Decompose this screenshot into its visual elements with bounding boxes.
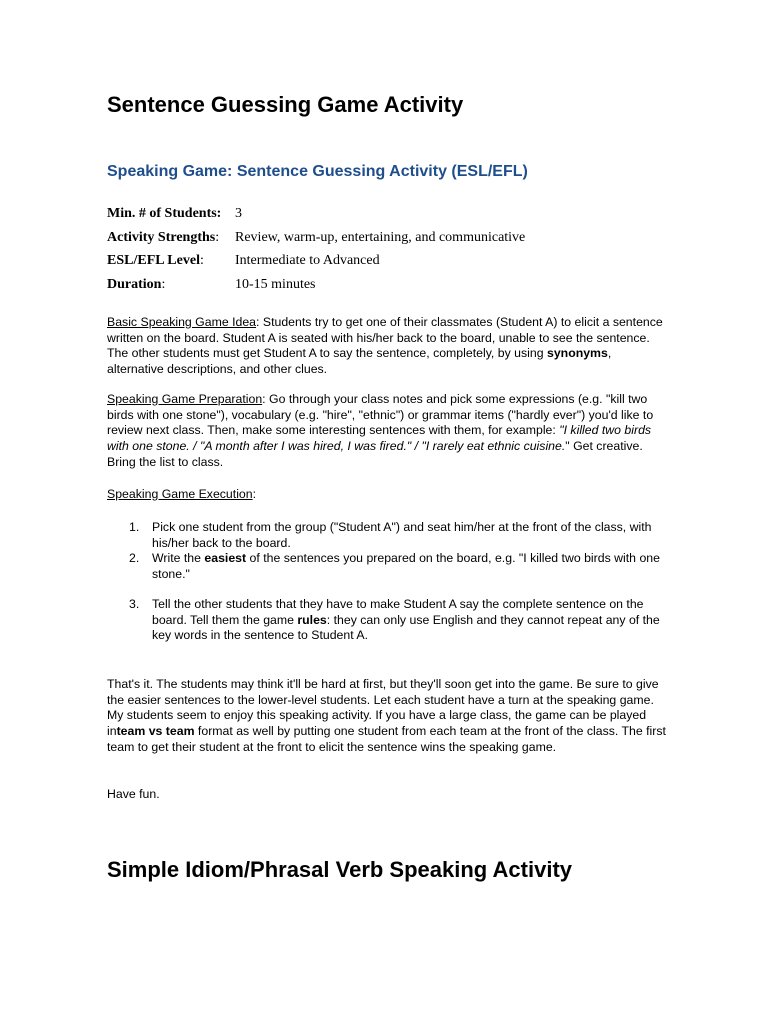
list-item: 2. Write the easiest of the sentences you prepared on the board, e.g. "I killed two birds with one stone.": [129, 551, 660, 582]
info-row-duration: [107, 275, 525, 299]
info-row-strengths: [107, 228, 525, 252]
preparation-paragraph: Speaking Game Preparation: Go through your class notes and pick some expressions (e.g. "kill two birds with one stone"), vocabulary (e.g. "hire", "ethnic") or grammar items ("hardly ever") you'd like to review next class. Then, make some interesting sentences with them, for example: "I killed two birds with one stone. / "A month after I was hired, I was fired." / "I rarely eat ethnic cuisine." Get creative. Bring the list to class.: [107, 392, 654, 469]
info-value: Intermediate to Advanced: [235, 253, 380, 269]
info-value: Review, warm-up, entertaining, and communicative: [235, 229, 526, 245]
activity-info: [107, 204, 525, 299]
preparation-heading: Speaking Game Preparation: [107, 392, 263, 406]
info-row-level: [107, 251, 525, 275]
info-label: ESL/EFL Level:: [107, 253, 204, 269]
closing-line: Have fun.: [107, 787, 160, 801]
info-label: Min. # of Students:: [107, 206, 222, 221]
section-subtitle: Speaking Game: Sentence Guessing Activity (ESL/EFL): [107, 163, 528, 180]
info-row-min-students: [107, 204, 525, 228]
list-item: 1. Pick one student from the group ("Student A") and seat him/her at the front of the class, with his/her back to the board.: [129, 520, 652, 550]
page-title: Sentence Guessing Game Activity: [107, 92, 464, 117]
info-value: 3: [235, 206, 242, 221]
next-section-title: Simple Idiom/Phrasal Verb Speaking Activity: [107, 857, 573, 882]
execution-heading-line: Speaking Game Execution:: [107, 487, 257, 501]
game-idea-paragraph: Basic Speaking Game Idea: Students try to get one of their classmates (Student A) to elicit a sentence written on the board. Student A is seated with his/her back to the board, unable to see the sentence. The other students must get Student A to say the sentence, completely, by using synonyms, alternative descriptions, and other clues.: [107, 315, 663, 377]
summary-paragraph: That's it. The students may think it'll be hard at first, but they'll soon get into the game. Be sure to give the easier sentences to the lower-level students. Let each student have a turn at the speaking game. My students seem to enjoy this speaking activity. If you have a large class, the game can be played inteam vs team format as well by putting one student from each team at the front of the class. The first team to get their student at the front to elicit the sentence wins the speaking game.: [107, 677, 666, 754]
execution-steps: [107, 520, 667, 644]
game-idea-heading: Basic Speaking Game Idea: [107, 315, 257, 329]
list-item: 3. Tell the other students that they have to make Student A say the complete sentence on the board. Tell them the game rules: they can only use English and they cannot repeat any of the key words in the sentence to Student A.: [129, 596, 660, 643]
info-label: Duration:: [107, 277, 166, 293]
info-value: 10-15 minutes: [235, 277, 316, 293]
execution-heading: Speaking Game Execution: [107, 487, 253, 501]
info-label: Activity Strengths:: [107, 229, 220, 245]
